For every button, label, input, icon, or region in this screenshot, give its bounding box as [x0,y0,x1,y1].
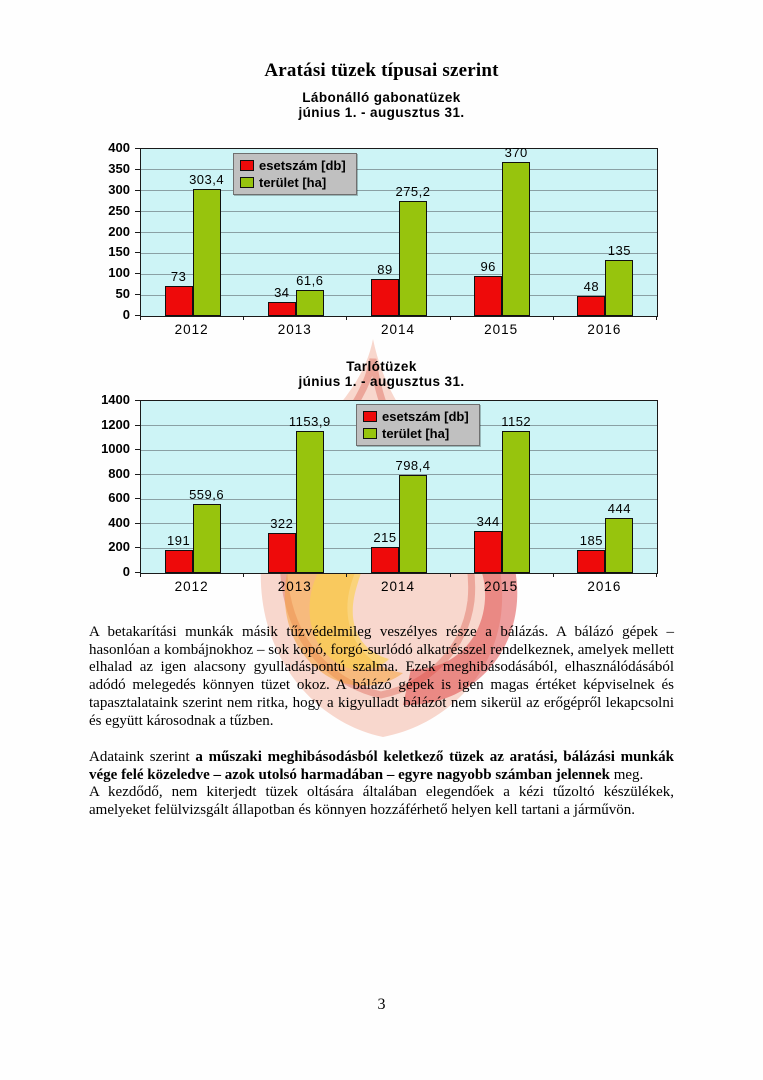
x-axis-label: 2015 [484,322,519,337]
gridline [141,450,657,451]
legend-item [240,175,346,190]
x-axis-label: 2012 [174,322,209,337]
body-paragraph-1: A betakarítási munkák másik tűzvédelmileg veszélyes része a bálázás. A bálázó gépek – hasonlóan a kombájnokhoz – sok kopó, forgó-surlódó alkatrésszel rendelkeznek, amelyek mellett elhalad az igen alacsony gyulladáspontú szalma. Ezek meghibásodásából, elhasználódásából adódó melegedés könnyen tüzet okoz. A bálázó gépek is igen magas értéket képviselnek és tapasztalataink szerint nem ritka, hogy a kigyulladt bálázót nem sikerül az erőgépről lekapcsolni és együtt károsodnak a tűzben. [89,624,674,729]
y-axis-tick-label: 1400 [101,392,130,407]
x-axis-tick [243,573,244,577]
para2-bold-text: a műszaki meghibásodásból keletkező tüzek az aratási, bálázási munkák vége felé közeledve – azok utolsó harmadában – egyre nagyobb számban jelennek [89,749,675,783]
bar-value-label: 444 [607,501,631,517]
bar-value-label: 89 [377,261,393,277]
bar-terulet [193,189,221,316]
bar-value-label: 191 [166,532,191,548]
chart1-title: Lábonálló gabonatüzek [302,90,461,105]
chart-legend [356,404,480,446]
x-axis-label: 2014 [380,579,415,594]
bar-value-label: 185 [579,533,603,549]
x-axis-label: 2016 [587,322,622,337]
x-axis-tick [553,316,554,320]
body-text-block-2 [89,749,674,820]
para2-prefix: Adataink szerint [89,749,196,765]
legend-color-swatch [363,411,377,422]
x-axis-label: 2013 [277,579,312,594]
y-axis-tick-label: 0 [122,307,130,322]
y-axis-tick-label: 100 [108,265,130,281]
bar-terulet [399,201,427,316]
chart-legend [233,153,357,195]
bar-esetszam [577,296,605,316]
x-axis-tick [140,316,141,320]
x-axis-label: 2016 [587,579,622,594]
x-axis-tick [243,316,244,320]
bar-esetszam [268,533,296,573]
chart-tarlotuzek [94,392,658,604]
y-axis-tick [135,425,140,426]
bar-value-label: 34 [274,284,290,300]
x-axis-tick [656,316,657,320]
x-axis-tick [553,573,554,577]
y-axis-tick [135,252,140,253]
x-axis-label: 2014 [380,322,415,337]
y-axis-tick-label: 250 [108,202,130,218]
bar-esetszam [165,550,193,573]
y-axis-tick-label: 350 [108,160,130,176]
x-axis-label: 2012 [174,579,209,594]
y-axis-tick-label: 300 [108,181,130,197]
bar-value-label: 48 [583,278,600,294]
legend-item [240,158,346,173]
bar-terulet [193,504,221,573]
chart-labonallo-gabonatuzek [94,140,658,347]
y-axis-tick [135,273,140,274]
y-axis-tick-label: 800 [108,465,130,481]
y-axis-tick [135,547,140,548]
bar-esetszam [474,531,502,573]
y-axis-tick [135,169,140,170]
para2-suffix: meg. [609,766,644,783]
x-axis-label: 2013 [277,322,312,337]
bar-terulet [605,518,633,573]
x-axis-tick [346,316,347,320]
y-axis-tick [135,232,140,233]
y-axis-tick-label: 200 [108,223,130,239]
x-axis-tick [656,573,657,577]
legend-item [363,409,469,424]
bar-value-label: 96 [480,258,496,274]
x-axis-tick [346,573,347,577]
x-axis-tick [450,316,451,320]
y-axis-tick [135,400,140,401]
chart1-subtitle: június 1. - augusztus 31. [298,105,465,120]
y-axis-tick [135,211,140,212]
body-paragraph-2 [89,749,674,784]
bar-value-label: 559,6 [189,487,225,503]
bar-value-label: 73 [170,268,187,284]
legend-label: esetszám [db] [259,158,346,173]
bar-esetszam [474,276,502,316]
y-axis-tick-label: 0 [122,564,130,579]
bar-value-label: 370 [504,144,528,160]
plot-area [140,144,658,317]
bar-value-label: 215 [373,529,397,545]
bar-esetszam [577,550,605,573]
y-axis-tick-label: 600 [108,490,130,506]
legend-color-swatch [240,177,254,188]
y-axis-tick [135,449,140,450]
y-axis-tick [135,294,140,295]
bar-terulet [399,475,427,573]
y-axis-tick-label: 400 [108,140,130,155]
body-text-block-1 [89,624,674,730]
x-axis-label: 2015 [484,579,519,594]
gridline [141,169,657,170]
y-axis-tick-label: 1000 [101,441,130,457]
y-axis-tick-label: 400 [108,514,130,530]
bar-value-label: 61,6 [296,273,324,289]
y-axis-tick [135,474,140,475]
bar-esetszam [371,547,399,573]
body-paragraph-3: A kezdődő, nem kiterjedt tüzek oltására általában elegendőek a kézi tűzoltó készülékek, amelyeket felülvizsgált állapotban és könnyen hozzáférhető helyen kell tartani a járművön. [89,784,674,819]
bar-value-label: 1152 [501,414,532,430]
bar-value-label: 1153,9 [288,414,331,430]
y-axis-tick-label: 150 [108,244,130,260]
page-title: Aratási tüzek típusai szerint [264,60,499,81]
legend-label: esetszám [db] [382,409,469,424]
x-axis-tick [140,573,141,577]
bar-value-label: 275,2 [395,184,431,200]
y-axis-tick-label: 50 [115,286,130,302]
page-number: 3 [377,996,386,1013]
bar-value-label: 322 [270,516,294,532]
bar-esetszam [268,302,296,316]
legend-color-swatch [363,428,377,439]
y-axis-tick [135,190,140,191]
bar-terulet [502,162,530,316]
bar-value-label: 798,4 [395,457,431,473]
y-axis-tick [135,148,140,149]
legend-color-swatch [240,160,254,171]
chart2-subtitle: június 1. - augusztus 31. [298,374,465,389]
legend-item [363,426,469,441]
bar-value-label: 135 [607,242,631,258]
y-axis-tick-label: 1200 [101,416,130,432]
bar-terulet [502,431,530,573]
bar-value-label: 303,4 [189,172,225,188]
chart2-title: Tarlótüzek [346,359,417,374]
bar-value-label: 344 [476,513,500,529]
y-axis-tick [135,523,140,524]
plot-area [140,400,658,574]
bar-terulet [605,260,633,316]
legend-label: terület [ha] [382,426,450,441]
bar-terulet [296,431,324,573]
legend-label: terület [ha] [259,175,327,190]
y-axis-tick-label: 200 [108,539,130,555]
bar-esetszam [165,286,193,316]
x-axis-tick [450,573,451,577]
y-axis-tick [135,498,140,499]
bar-terulet [296,290,324,316]
bar-esetszam [371,279,399,316]
